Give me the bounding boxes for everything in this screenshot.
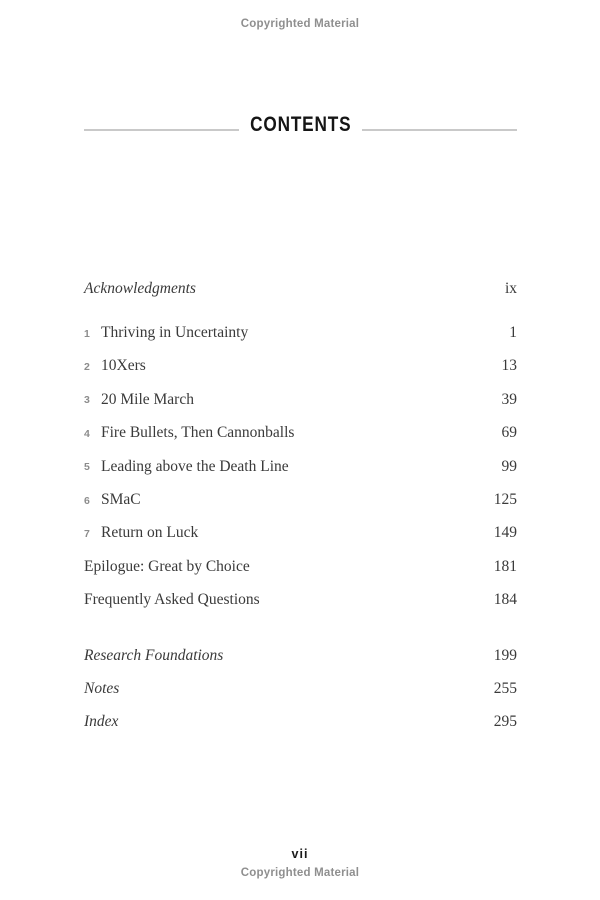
toc-row	[84, 672, 517, 705]
chapter-number: 5	[84, 461, 90, 474]
toc-page-number: 295	[493, 713, 517, 731]
copyright-bottom-label: Copyrighted Material	[240, 867, 360, 879]
folio-page-number: vii	[291, 847, 309, 861]
heading-rule-right	[362, 129, 517, 131]
toc-row	[84, 706, 517, 739]
toc-row	[84, 417, 517, 450]
toc-title: Fire Bullets, Then Cannonballs	[101, 424, 295, 442]
toc-page-number: 184	[493, 591, 517, 609]
toc-row	[84, 383, 517, 416]
toc-title: Return on Luck	[101, 524, 199, 542]
contents-heading-label: CONTENTS	[249, 113, 352, 136]
contents-heading	[84, 109, 517, 136]
toc-title: Leading above the Death Line	[101, 457, 289, 475]
toc-row	[84, 550, 517, 583]
toc-row	[84, 272, 517, 305]
chapter-number: 4	[84, 427, 90, 440]
toc-page-number: 13	[501, 357, 517, 375]
chapter-number: 6	[84, 494, 90, 507]
toc-page-number: 181	[493, 557, 517, 575]
toc-page-number: 199	[493, 646, 517, 664]
toc-page-number: 125	[493, 491, 517, 509]
copyright-top-label: Copyrighted Material	[240, 18, 360, 30]
toc-row	[84, 639, 517, 672]
toc-row	[84, 316, 517, 349]
toc-page-number: 255	[493, 679, 517, 697]
chapter-number: 1	[84, 327, 90, 340]
toc-title: SMaC	[101, 491, 141, 509]
toc-row	[84, 483, 517, 516]
toc-title: 10Xers	[101, 357, 146, 375]
toc-title: Research Foundations	[84, 646, 224, 664]
toc	[84, 272, 517, 739]
toc-title: Thriving in Uncertainty	[101, 324, 249, 342]
toc-page-number: 99	[501, 457, 517, 475]
toc-page-number: 39	[501, 390, 517, 408]
toc-title: Epilogue: Great by Choice	[84, 557, 250, 575]
toc-title: Frequently Asked Questions	[84, 591, 260, 609]
chapter-number: 7	[84, 527, 90, 540]
chapter-number: 2	[84, 360, 90, 373]
toc-row	[84, 450, 517, 483]
heading-rule-left	[84, 129, 239, 131]
toc-page-number: 1	[509, 324, 517, 342]
toc-title: Acknowledgments	[84, 279, 196, 297]
toc-title: 20 Mile March	[101, 390, 194, 408]
toc-row	[84, 350, 517, 383]
toc-title: Notes	[84, 679, 120, 697]
toc-page-number: 69	[501, 424, 517, 442]
toc-page-number: ix	[504, 279, 517, 297]
toc-page-number: 149	[493, 524, 517, 542]
toc-title: Index	[84, 713, 119, 731]
chapter-number: 3	[84, 394, 90, 407]
toc-row	[84, 517, 517, 550]
toc-row	[84, 584, 517, 617]
